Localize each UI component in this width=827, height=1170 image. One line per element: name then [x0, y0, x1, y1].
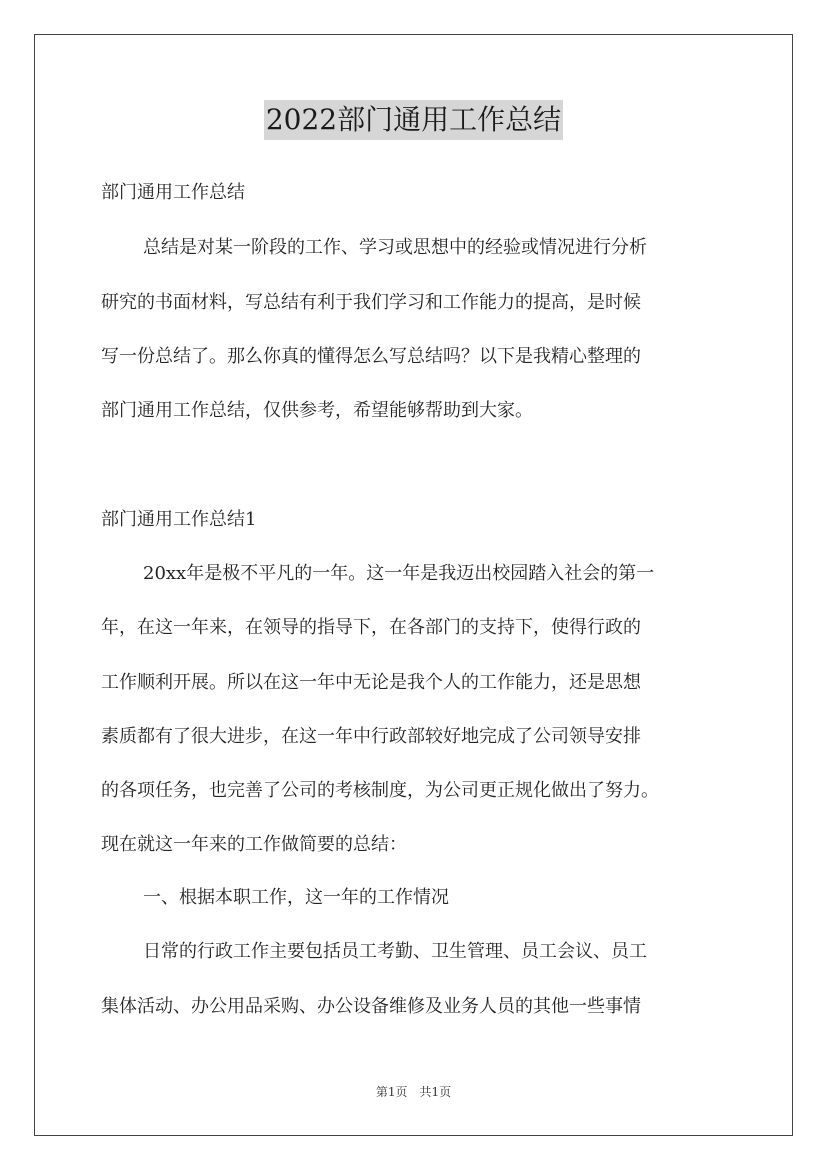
- intro-line: 部门通用工作总结，仅供参考，希望能够帮助到大家。: [101, 400, 533, 421]
- body-line: 20xx年是极不平凡的一年。这一年是我迈出校园踏入社会的第一: [143, 563, 655, 584]
- point-heading: 一、根据本职工作，这一年的工作情况: [143, 887, 449, 908]
- body-line: 年，在这一年来，在领导的指导下，在各部门的支持下，使得行政的: [101, 617, 641, 638]
- body-line: 现在就这一年来的工作做简要的总结：: [101, 834, 407, 855]
- document-subtitle: 部门通用工作总结: [101, 182, 245, 203]
- intro-line: 总结是对某一阶段的工作、学习或思想中的经验或情况进行分析: [143, 237, 647, 258]
- section-heading: 部门通用工作总结1: [101, 509, 257, 530]
- body-line: 集体活动、办公用品采购、办公设备维修及业务人员的其他一些事情: [101, 996, 641, 1017]
- body-line: 的各项任务，也完善了公司的考核制度，为公司更正规化做出了努力。: [101, 780, 659, 801]
- page-footer: 第1页 共1页: [375, 1085, 452, 1099]
- intro-line: 研究的书面材料，写总结有利于我们学习和工作能力的提高，是时候: [101, 292, 641, 313]
- body-line: 日常的行政工作主要包括员工考勤、卫生管理、员工会议、员工: [143, 941, 647, 962]
- title-container: [0, 100, 827, 140]
- intro-line: 写一份总结了。那么你真的懂得怎么写总结吗？以下是我精心整理的: [101, 346, 641, 367]
- body-line: 素质都有了很大进步，在这一年中行政部较好地完成了公司领导安排: [101, 726, 641, 747]
- document-title: 2022部门通用工作总结: [264, 100, 563, 140]
- body-line: 工作顺利开展。所以在这一年中无论是我个人的工作能力，还是思想: [101, 672, 641, 693]
